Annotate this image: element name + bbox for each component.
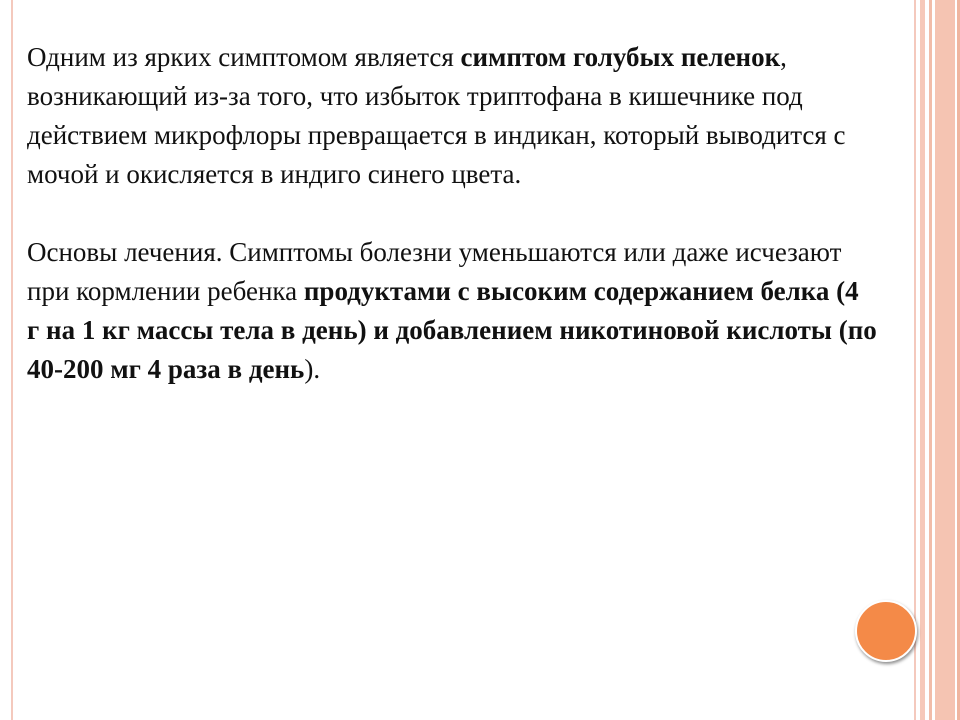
paragraph-treatment xyxy=(27,233,877,389)
paragraph-text: , возникающий из-за того, что избыток триптофана в кишечнике под действием микрофлоры превращается в индикан, который выводится с мочой и окисляется в индиго синего цвета. xyxy=(27,42,846,189)
bold-term: симптом голубых пеленок xyxy=(460,42,781,72)
paragraph-text: Основы лечения. Симптомы болезни уменьшаются или даже исчезают при кормлении ребенка xyxy=(27,237,842,306)
paragraph-blue-diaper-symptom xyxy=(27,38,877,194)
decorative-stripe xyxy=(935,0,955,720)
decorative-stripe xyxy=(920,0,925,720)
slide-body xyxy=(27,38,877,389)
paragraph-text: ). xyxy=(304,354,321,384)
decorative-circle-icon xyxy=(855,600,917,662)
paragraph-text: Одним из ярких симптомом является xyxy=(27,42,461,72)
decorative-stripe xyxy=(929,0,932,720)
bold-treatment: продуктами с высоким содержанием белка (4 г на 1 кг массы тела в день) и добавлением никотиновой кислоты (по 40-200 мг 4 раза в день xyxy=(27,276,877,384)
